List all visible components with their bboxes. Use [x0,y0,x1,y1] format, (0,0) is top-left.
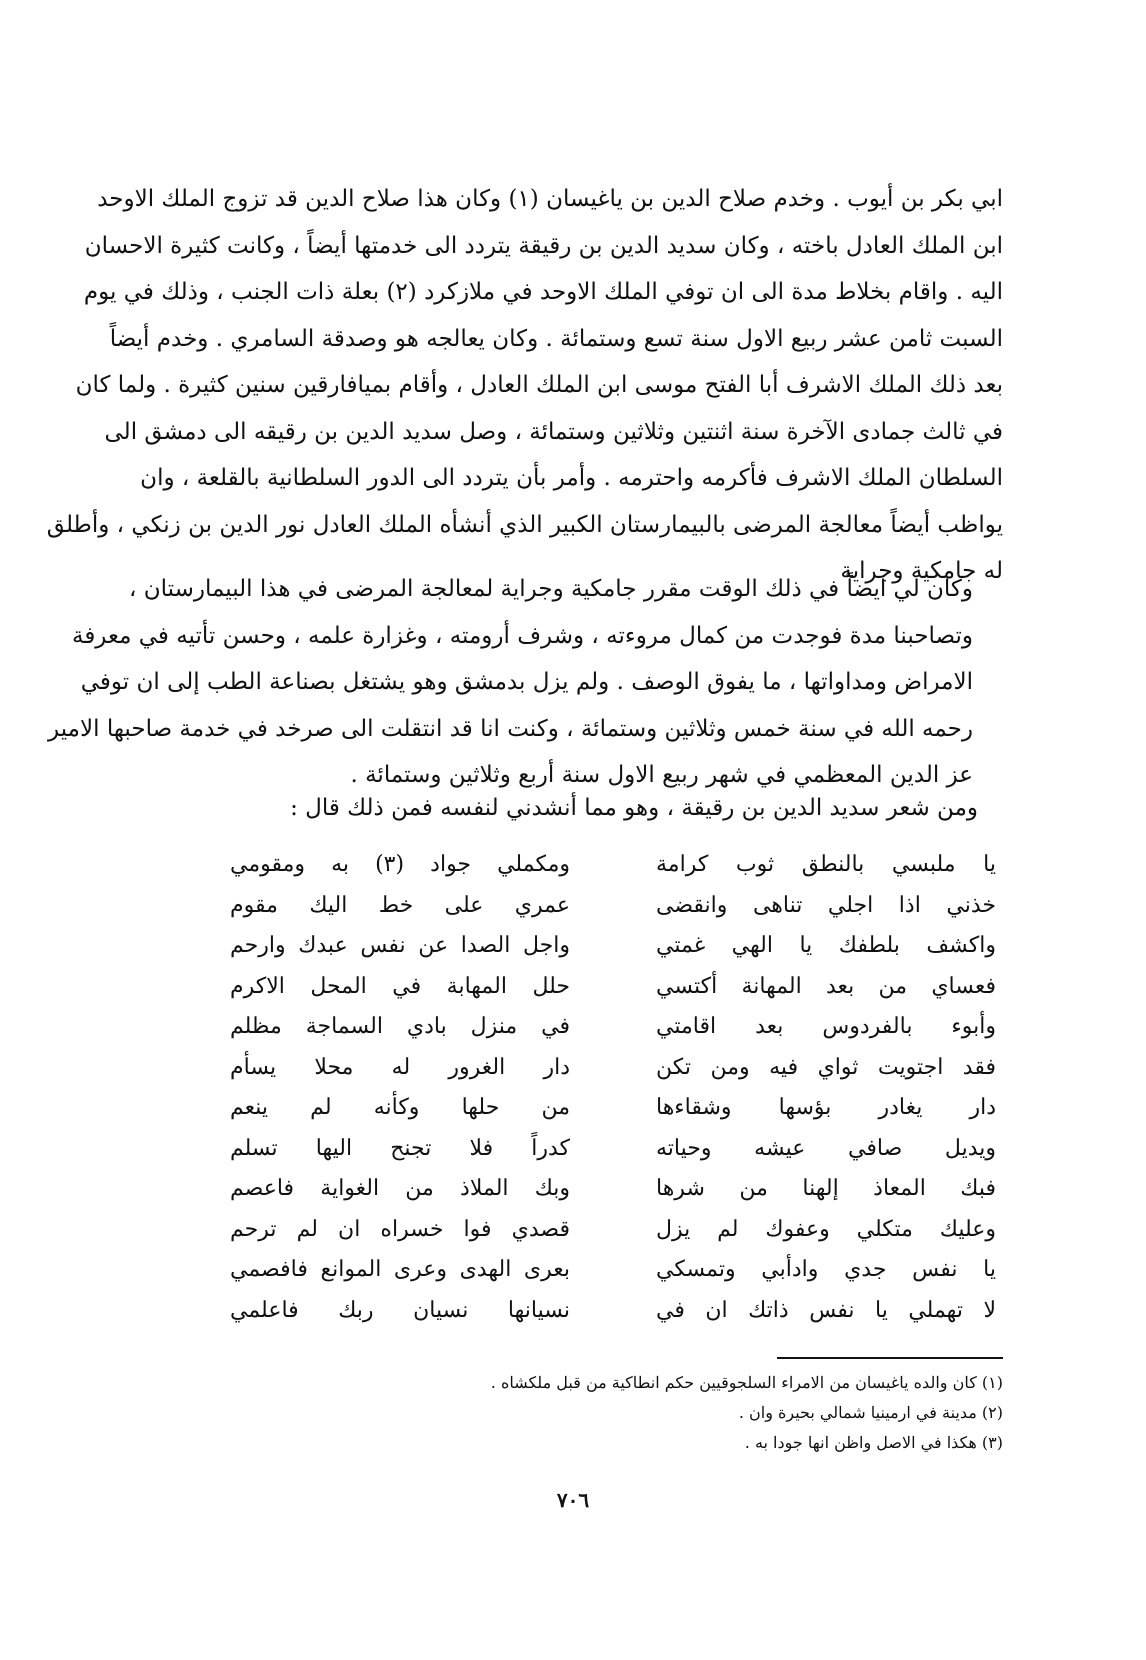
text-line: يواظب أيضاً معالجة المرضى بالبيمارستان الكبير الذي أنشأه الملك العادل نور الدين بن زنكي ، وأطلق [46,511,1003,538]
text-line: الامراض ومداواتها ، ما يفوق الوصف . ولم يزل بدمشق وهو يشتغل بصناعة الطب إلى ان توفي [80,669,973,695]
verse-second-hemistich: نسيانها نسيان ربك فاعلمي [230,1297,570,1323]
verse-second-hemistich: كدراً فلا تجنح اليها تسلم [230,1135,570,1161]
verse-first-hemistich: يا نفس جدي وادأبي وتمسكي [656,1257,996,1282]
text-line: في ثالث جمادى الآخرة سنة اثنتين وثلاثين وستمائة ، وصل سديد الدين بن رقيقه الى دمشق الى [104,418,1003,445]
footnote-2: (٢) مدينة في ارمينيا شمالي بحيرة وان . [738,1403,1003,1422]
text-line: ومن شعر سديد الدين بن رقيقة ، وهو مما أنشدني لنفسه فمن ذلك قال : [290,795,978,821]
verse-first-hemistich: فعساي من بعد المهانة أكتسي [656,973,996,999]
text-line: بعد ذلك الملك الاشرف أبا الفتح موسى ابن الملك العادل ، وأقام بميافارقين سنين كثيرة . ولما كان [75,372,1003,398]
poem-verse [230,1291,996,1332]
text-line: ابي بكر بن أيوب . وخدم صلاح الدين بن ياغيسان (١) وكان هذا صلاح الدين قد تزوج الملك الاوحد [97,186,1003,212]
verse-first-hemistich: فبك المعاذ إلهنا من شرها [656,1176,996,1201]
verse-first-hemistich: واكشف بلطفك يا الهي غمتي [656,933,996,958]
paragraph-author-recollection [48,566,1003,799]
text-line: وكان لي ايضاً في ذلك الوقت مقرر جامكية وجراية لمعالجة المرضى في هذا البيمارستان ، [129,576,973,602]
paragraph-biography [46,176,1003,595]
text-line: وتصاحبنا مدة فوجدت من كمال مروءته ، وشرف أرومته ، وغزارة علمه ، وحسن تأتيه في معرفة [71,622,973,649]
text-line: ابن الملك العادل باخته ، وكان سديد الدين بن رقيقة يتردد الى خدمتها أيضاً ، وكانت كثيرة الاحسان [84,232,1003,259]
text-line: السلطان الملك الاشرف فأكرمه واحترمه . وأمر بأن يتردد الى الدور السلطانية بالقلعة ، وان [140,465,1003,491]
verse-first-hemistich: يا ملبسي بالنطق ثوب كرامة [656,852,996,877]
text-line-last: له جامكية وجراية [840,558,1003,584]
footnote-separator [777,1357,1003,1359]
poem-verse [230,845,996,886]
verse-second-hemistich: وبك الملاذ من الغواية فاعصم [230,1176,570,1201]
poem-verse [230,1007,996,1048]
verse-second-hemistich: ومكملي جواد (٣) به ومقومي [230,852,570,877]
text-line: رحمه الله في سنة خمس وثلاثين وستمائة ، وكنت انا قد انتقلت الى صرخد في خدمة صاحبها الامير [48,715,973,742]
text-line: اليه . واقام بخلاط مدة الى ان توفي الملك الاوحد في ملازكرد (٢) بعلة ذات الجنب ، وذلك في يوم [83,279,1003,305]
poem-verse [230,1210,996,1251]
poem-verse [230,1250,996,1291]
verse-second-hemistich: بعرى الهدى وعرى الموانع فافصمي [230,1257,570,1282]
verse-first-hemistich: لا تهملي يا نفس ذاتك ان في [656,1297,996,1323]
verse-first-hemistich: خذني اذا اجلي تناهى وانقضى [656,892,996,918]
text-line-last: عز الدين المعظمي في شهر ربيع الاول سنة أربع وثلاثين وستمائة . [350,762,973,788]
footnote-1: (١) كان والده ياغيسان من الامراء السلجوقيين حكم انطاكية من قبل ملكشاه . [490,1373,1003,1392]
poem-verse [230,886,996,927]
verse-second-hemistich: دار الغرور له محلا يسأم [230,1054,570,1080]
verse-second-hemistich: عمري على خط اليك مقوم [230,892,570,918]
footnotes [137,1368,1003,1458]
verse-first-hemistich: وعليك متكلي وعفوك لم يزل [656,1216,996,1242]
poem-verse [230,967,996,1008]
page-number: ٧٠٦ [556,1488,590,1512]
verse-second-hemistich: قصدي فوا خسراه ان لم ترحم [230,1216,570,1242]
verse-second-hemistich: واجل الصدا عن نفس عبدك وارحم [230,933,570,958]
verse-first-hemistich: فقد اجتويت ثواي فيه ومن تكن [656,1054,996,1080]
poem-introduction [137,785,978,832]
verse-second-hemistich: حلل المهابة في المحل الاكرم [230,973,570,999]
poem [230,845,996,1331]
verse-first-hemistich: وأبوء بالفردوس بعد اقامتي [656,1014,996,1039]
verse-first-hemistich: ويديل صافي عيشه وحياته [656,1135,996,1161]
verse-first-hemistich: دار يغادر بؤسها وشقاءها [656,1095,996,1120]
verse-second-hemistich: في منزل بادي السماجة مظلم [230,1014,570,1039]
verse-second-hemistich: من حلها وكأنه لم ينعم [230,1095,570,1120]
poem-verse [230,1048,996,1089]
text-line: السبت ثامن عشر ربيع الاول سنة تسع وستمائة . وكان يعالجه هو وصدقة السامري . وخدم أيضاً [109,325,1003,352]
poem-verse [230,1088,996,1129]
poem-verse [230,1129,996,1170]
poem-verse [230,1169,996,1210]
footnote-3: (٣) هكذا في الاصل واظن انها جودا به . [744,1433,1003,1452]
poem-verse [230,926,996,967]
